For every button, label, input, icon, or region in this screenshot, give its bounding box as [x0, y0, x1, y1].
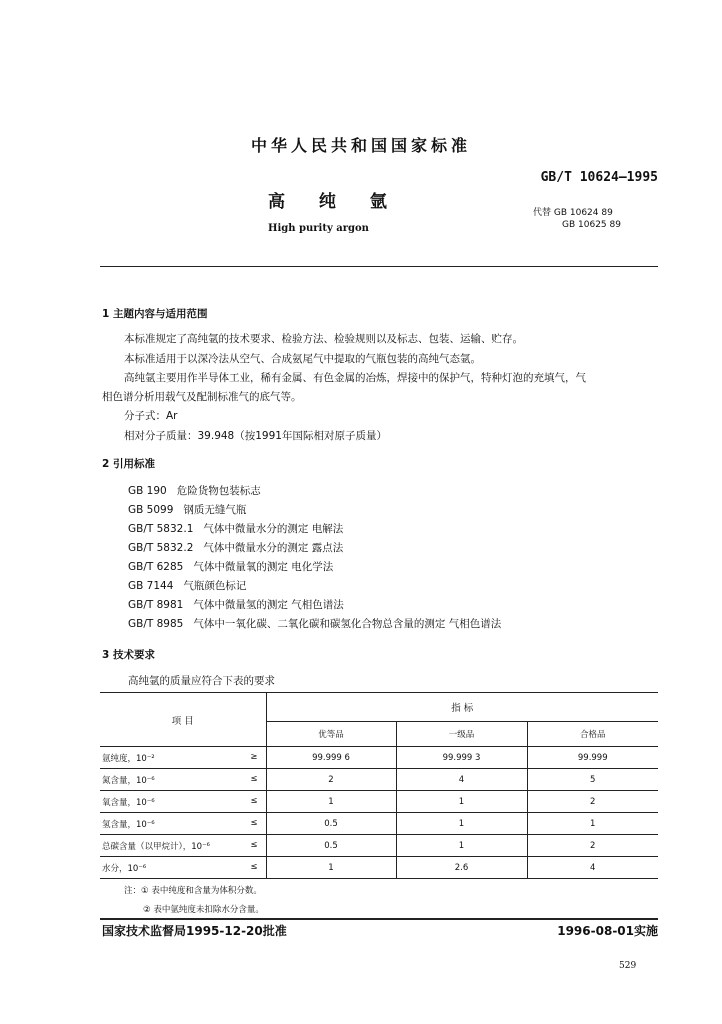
reference-item — [128, 559, 333, 574]
row-operator: ≤ — [250, 817, 258, 828]
replaces-block — [533, 207, 621, 231]
reference-title: 气瓶颜色标记 — [183, 580, 247, 592]
reference-code: GB/T 5832.1 — [128, 523, 194, 535]
row-operator: ≤ — [250, 861, 258, 872]
approval-line: 国家技术监督局1995-12-20批准 — [102, 924, 287, 938]
section-1-heading: 1 主题内容与适用范围 — [102, 308, 208, 320]
cell-value: 4 — [590, 862, 596, 873]
column-header-index: 指 标 — [266, 693, 658, 722]
replaces-line-1: 代替 GB 10624 89 — [533, 208, 613, 218]
row-operator: ≤ — [250, 773, 258, 784]
row-item: 总碳含量（以甲烷计），10⁻⁶ — [102, 841, 210, 852]
cell-value: 2 — [590, 796, 596, 807]
reference-item — [128, 597, 344, 612]
section-3-heading: 3 技术要求 — [102, 649, 155, 661]
s1-paragraph: 高纯氩主要用作半导体工业，稀有金属、有色金属的冶炼，焊接中的保护气，特种灯泡的充填气，气 — [124, 372, 586, 384]
reference-title: 气体中微量水分的测定 露点法 — [203, 542, 344, 554]
reference-item — [128, 521, 343, 536]
grade-premium: 优等品 — [266, 722, 396, 747]
requirements-table — [100, 692, 658, 879]
cell-value: 0.5 — [266, 813, 396, 835]
table-note: ② 表中氩纯度未扣除水分含量。 — [143, 905, 264, 915]
s1-paragraph: 相色谱分析用载气及配制标准气的底气等。 — [102, 391, 302, 403]
reference-title: 气体中一氧化碳、二氧化碳和碳氢化合物总含量的测定 气相色谱法 — [193, 618, 502, 630]
reference-item — [128, 502, 246, 517]
header-rule — [100, 266, 658, 267]
reference-title: 气体中微量氧的测定 电化学法 — [193, 561, 334, 573]
column-header-item: 项 目 — [100, 693, 266, 747]
row-item: 水分，10⁻⁶ — [102, 863, 147, 874]
section-2-heading: 2 引用标准 — [102, 458, 155, 470]
reference-title: 气体中微量氢的测定 气相色谱法 — [193, 599, 344, 611]
reference-code: GB/T 5832.2 — [128, 542, 194, 554]
cell-value: 99.999 6 — [266, 747, 396, 769]
row-operator: ≤ — [250, 839, 258, 850]
standard-number: GB/T 10624—1995 — [540, 170, 658, 185]
cell-value: 1 — [590, 818, 596, 829]
table-row — [100, 769, 658, 791]
s1-paragraph: 本标准适用于以深冷法从空气、合成氨尾气中提取的气瓶包装的高纯气态氩。 — [124, 353, 481, 365]
cell-value: 99.999 — [577, 752, 608, 763]
cell-value: 99.999 3 — [396, 747, 527, 769]
row-item: 氧含量，10⁻⁶ — [102, 797, 155, 808]
row-operator: ≤ — [250, 795, 258, 806]
replaces-line-2: GB 10625 89 — [562, 220, 621, 230]
molecular-mass: 相对分子质量：39.948（按1991年国际相对原子质量） — [124, 430, 387, 442]
cell-value: 1 — [396, 813, 527, 835]
reference-code: GB/T 6285 — [128, 561, 184, 573]
table-row — [100, 747, 658, 769]
cell-value: 1 — [266, 857, 396, 879]
reference-code: GB 7144 — [128, 580, 174, 592]
reference-item — [128, 483, 261, 498]
table-row — [100, 857, 658, 879]
cell-value: 5 — [590, 774, 596, 785]
row-item: 氩纯度，10⁻² — [102, 753, 155, 764]
document-title: 高 纯 氩 — [268, 192, 401, 212]
molecular-formula: 分子式：Ar — [124, 410, 178, 422]
page-number: 529 — [619, 961, 637, 971]
reference-code: GB 190 — [128, 485, 167, 497]
s1-paragraph: 本标准规定了高纯氩的技术要求、检验方法、检验规则以及标志、包装、运输、贮存。 — [124, 333, 523, 345]
grade-first: 一级品 — [396, 722, 527, 747]
national-standard-heading: 中华人民共和国国家标准 — [250, 136, 471, 155]
reference-item — [128, 616, 501, 631]
table-row — [100, 813, 658, 835]
cell-value: 4 — [396, 769, 527, 791]
footer-rule — [100, 918, 658, 920]
grade-qualified: 合格品 — [579, 730, 606, 740]
cell-value: 2 — [590, 840, 596, 851]
cell-value: 2.6 — [396, 857, 527, 879]
reference-title: 气体中微量水分的测定 电解法 — [203, 523, 344, 535]
table-row — [100, 791, 658, 813]
cell-value: 2 — [266, 769, 396, 791]
english-title: High purity argon — [268, 223, 369, 234]
reference-item — [128, 540, 343, 555]
effective-date: 1996-08-01实施 — [557, 924, 658, 938]
row-item: 氢含量，10⁻⁶ — [102, 819, 155, 830]
reference-item — [128, 578, 246, 593]
cell-value: 0.5 — [266, 835, 396, 857]
reference-code: GB/T 8985 — [128, 618, 184, 630]
reference-title: 危险货物包装标志 — [176, 485, 261, 497]
cell-value: 1 — [396, 835, 527, 857]
reference-code: GB/T 8981 — [128, 599, 184, 611]
cell-value: 1 — [396, 791, 527, 813]
reference-code: GB 5099 — [128, 504, 174, 516]
cell-value: 1 — [266, 791, 396, 813]
row-operator: ≥ — [250, 751, 258, 762]
table-intro: 高纯氩的质量应符合下表的要求 — [128, 675, 275, 687]
table-note: 注：① 表中纯度和含量为体积分数。 — [124, 886, 262, 896]
reference-title: 钢质无缝气瓶 — [183, 504, 247, 516]
row-item: 氮含量，10⁻⁶ — [102, 775, 155, 786]
table-row — [100, 835, 658, 857]
